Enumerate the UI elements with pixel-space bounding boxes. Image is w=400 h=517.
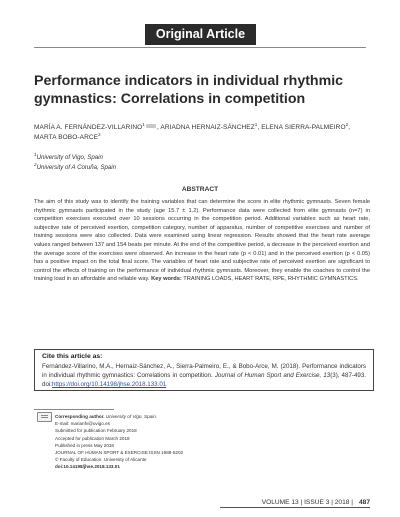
footnote-block [55,413,355,471]
affiliation-marker: 1 [142,122,145,127]
corresponding-label: Corresponding author. [55,414,105,419]
abstract-body [34,198,370,284]
footnote-line: Submitted for publication February 2018 [55,428,137,434]
page-number: 487 [358,499,370,506]
author-name: , MARTA BOBO-ARCE [34,124,351,141]
footnote-line: JOURNAL OF HUMAN SPORT & EXERCISE ISSN 1988-5202 [55,450,184,456]
corresponding-affiliation: University of Vigo, Spain. [105,414,158,419]
author-name: , ARIADNA HERNAIZ-SÁNCHEZ [156,124,255,131]
citation-text [42,362,366,389]
keywords-label: Key words: [151,276,182,283]
author-name: , ELENA SIERRA-PALMEIRO [257,124,346,131]
corresponding-author [55,413,355,420]
paper-title: Performance indicators in individual rhythmic gymnastics: Correlations in competition [34,73,344,107]
citation-reference: Fernández-Villarino, M.A., Hernaiz-Sánchez, A., Sierra-Palmeiro, E., & Bobo-Arce, M. (2018). Performance indicators in individual rhythmic gymnastics: Correlations in competition. [42,363,366,379]
citation-heading: Cite this article as: [42,353,103,360]
footnote-line: Accepted for publication March 2018 [55,435,130,441]
mail-icon [37,412,52,422]
affiliation-marker: 1 [254,122,258,127]
footnote-line: Published in press May 2018 [55,442,114,448]
affiliations [34,153,354,172]
issue-info: VOLUME 13 | ISSUE 3 | 2018 | [261,499,353,506]
page-footer [262,499,370,506]
article-type-badge: Original Article [145,24,256,45]
affiliation-line [34,163,354,173]
footer-divider [220,507,370,508]
abstract-text: The aim of this study was to identify the training variables that can determine the score in elite rhythmic gymnasts. Seven female rhythmic gymnasts participated in the study (age 15.7 ± 1.2). Performance data were collected from elite gymnasts (n=7) in competition exercises executed over 10 sessions occurring in the competition period. Additional variables such as heart rate, subjective rate of perceived exertion, competition category, number of apparatus, number of competitive exercises and number of training sessions were also collected. Data were examined using linear regression. Results showed that the heart rate average values ranged between 137 and 154 beats per minute. At the end of the competitive period, a decrease in the perceived exertion and the average score of the exercises were observed. An increase in the heart rate (p < 0.01) and in the perceived exertion (p < 0.05) has a positive impact on the total final score. The variables of heart rate and subjective rate of perceived exertion are significant to control the effects of training on the performance of individual rhythmic gymnasts. Moreover, they enable the coaches to control the training load in an affordable and reliable way. [34,199,370,283]
affiliation-line [34,153,354,163]
affiliation-text: University of Vigo, Spain [36,154,103,161]
affiliation-marker: 2 [98,131,101,137]
footnote-line: E-mail: marianfv@uvigo.es [55,421,110,427]
footnote-line: © Faculty of Education. University of Alicante [55,457,147,463]
abstract-heading: ABSTRACT [181,186,219,193]
header-divider [34,47,366,48]
keywords-text: TRAINING LOADS, HEART RATE, RPE, RHYTHMIC GYMNASTICS. [183,276,359,283]
orcid-icon[interactable] [146,124,156,128]
affiliation-marker: 2 [345,122,349,127]
author-name: MARÍA A. FERNÁNDEZ-VILLARINO [34,124,143,131]
citation-pages: (3), 487-493. doi: [42,372,366,388]
affiliation-text: University of A Coruña, Spain [36,163,117,171]
citation-doi-link[interactable]: https://doi.org/10.14198/jhse.2018.133.01 [51,381,167,388]
citation-journal: Journal of Human Sport and Exercise, 13 [214,372,331,379]
footnote-doi: doi:10.14198/jhse.2018.133.01 [55,464,120,470]
affiliation-marker: 1 [34,152,37,157]
citation-box [34,349,374,391]
footnote-divider [34,409,114,410]
affiliation-marker: 2 [34,161,37,167]
author-list [34,123,374,142]
